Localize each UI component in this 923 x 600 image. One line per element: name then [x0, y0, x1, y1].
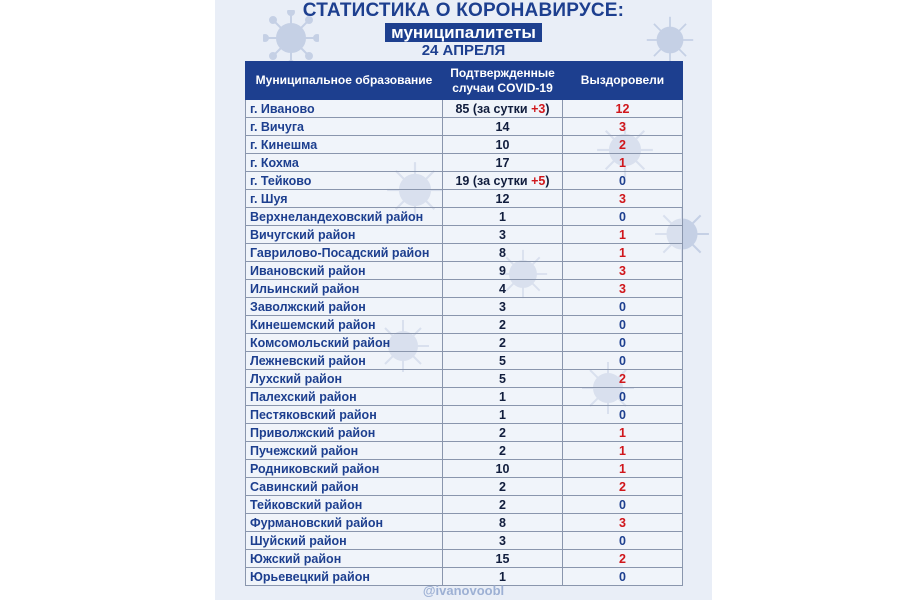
municipality-name: Ивановский район	[246, 262, 443, 280]
confirmed-cases-cell	[443, 244, 563, 262]
recovered-count: 2	[563, 478, 683, 496]
confirmed-cases-cell	[443, 316, 563, 334]
confirmed-cases: 14	[495, 119, 510, 134]
confirmed-cases-cell	[443, 478, 563, 496]
confirmed-cases-cell	[443, 226, 563, 244]
confirmed-cases: 2	[499, 497, 506, 512]
municipality-name: Родниковский район	[246, 460, 443, 478]
confirmed-cases: 1	[499, 569, 506, 584]
recovered-count: 1	[563, 154, 683, 172]
municipality-name: Верхнеландеховский район	[246, 208, 443, 226]
recovered-count: 2	[563, 370, 683, 388]
recovered-count: 2	[563, 550, 683, 568]
table-row	[246, 388, 683, 406]
recovered-count: 1	[563, 442, 683, 460]
municipality-name: Тейковский район	[246, 496, 443, 514]
confirmed-cases: 5	[499, 371, 506, 386]
table-row	[246, 262, 683, 280]
table-row	[246, 208, 683, 226]
confirmed-cases: 9	[499, 263, 506, 278]
table-row	[246, 226, 683, 244]
recovered-count: 0	[563, 532, 683, 550]
page-title: СТАТИСТИКА О КОРОНАВИРУСЕ:	[302, 0, 625, 21]
confirmed-cases-cell	[443, 136, 563, 154]
confirmed-cases: 8	[499, 245, 506, 260]
confirmed-cases: 1	[499, 209, 506, 224]
municipality-name: Лежневский район	[246, 352, 443, 370]
confirmed-cases-cell	[443, 208, 563, 226]
municipality-name: г. Вичуга	[246, 118, 443, 136]
confirmed-cases-cell	[443, 352, 563, 370]
confirmed-cases-cell	[443, 298, 563, 316]
confirmed-cases: 15	[495, 551, 510, 566]
confirmed-cases-cell	[443, 154, 563, 172]
recovered-count: 0	[563, 208, 683, 226]
confirmed-cases-cell	[443, 262, 563, 280]
confirmed-cases: 4	[499, 281, 506, 296]
infographic-card	[215, 0, 712, 600]
daily-label: (за сутки	[472, 173, 532, 188]
confirmed-cases: 3	[499, 533, 506, 548]
confirmed-cases-cell	[443, 100, 563, 118]
daily-label-end: )	[545, 101, 550, 116]
table-row	[246, 532, 683, 550]
confirmed-cases: 5	[499, 353, 506, 368]
table-row	[246, 172, 683, 190]
recovered-count: 3	[563, 262, 683, 280]
confirmed-cases-cell	[443, 172, 563, 190]
municipality-name: Комсомольский район	[246, 334, 443, 352]
table-row	[246, 352, 683, 370]
recovered-count: 0	[563, 388, 683, 406]
confirmed-cases: 1	[499, 407, 506, 422]
table-row	[246, 154, 683, 172]
municipality-name: Фурмановский район	[246, 514, 443, 532]
municipality-name: Заволжский район	[246, 298, 443, 316]
municipality-name: Савинский район	[246, 478, 443, 496]
table-row	[246, 136, 683, 154]
recovered-count: 2	[563, 136, 683, 154]
table-row	[246, 190, 683, 208]
confirmed-cases-cell	[443, 460, 563, 478]
confirmed-cases: 85	[455, 101, 470, 116]
municipality-name: Кинешемский район	[246, 316, 443, 334]
confirmed-cases: 2	[499, 335, 506, 350]
table-row	[246, 118, 683, 136]
confirmed-cases: 3	[499, 299, 506, 314]
confirmed-cases: 2	[499, 443, 506, 458]
municipality-name: Вичугский район	[246, 226, 443, 244]
recovered-count: 1	[563, 244, 683, 262]
municipality-name: Пучежский район	[246, 442, 443, 460]
subtitle-banner	[215, 23, 712, 43]
column-header-recovered: Выздоровели	[563, 62, 683, 100]
daily-label-end: )	[545, 173, 550, 188]
municipality-name: Лухский район	[246, 370, 443, 388]
recovered-count: 0	[563, 298, 683, 316]
confirmed-cases: 17	[495, 155, 510, 170]
municipality-name: г. Шуя	[246, 190, 443, 208]
confirmed-cases: 10	[495, 461, 510, 476]
confirmed-cases: 12	[495, 191, 510, 206]
recovered-count: 3	[563, 118, 683, 136]
recovered-count: 0	[563, 334, 683, 352]
confirmed-cases-cell	[443, 442, 563, 460]
municipality-name: Пестяковский район	[246, 406, 443, 424]
footer-handle: @ivanovoobl	[422, 583, 505, 598]
daily-increase: +5	[531, 173, 546, 188]
table-row	[246, 514, 683, 532]
confirmed-cases-cell	[443, 550, 563, 568]
confirmed-cases-cell	[443, 496, 563, 514]
table-row	[246, 460, 683, 478]
table-row	[246, 496, 683, 514]
municipality-name: Палехский район	[246, 388, 443, 406]
confirmed-cases-cell	[443, 190, 563, 208]
stats-table	[245, 61, 683, 586]
municipality-name: г. Кинешма	[246, 136, 443, 154]
confirmed-cases-cell	[443, 280, 563, 298]
confirmed-cases-cell	[443, 514, 563, 532]
municipality-name: Шуйский район	[246, 532, 443, 550]
recovered-count: 0	[563, 496, 683, 514]
table-header-row	[246, 62, 683, 100]
municipality-name: г. Тейково	[246, 172, 443, 190]
table-row	[246, 298, 683, 316]
confirmed-cases: 3	[499, 227, 506, 242]
confirmed-cases: 19	[455, 173, 470, 188]
confirmed-cases: 2	[499, 479, 506, 494]
table-row	[246, 478, 683, 496]
table-row	[246, 100, 683, 118]
table-row	[246, 334, 683, 352]
recovered-count: 0	[563, 316, 683, 334]
confirmed-cases: 10	[495, 137, 510, 152]
municipality-name: Южский район	[246, 550, 443, 568]
confirmed-cases-cell	[443, 370, 563, 388]
table-row	[246, 244, 683, 262]
confirmed-cases-cell	[443, 406, 563, 424]
municipality-name: г. Кохма	[246, 154, 443, 172]
recovered-count: 3	[563, 514, 683, 532]
municipality-name: Юрьевецкий район	[246, 568, 443, 586]
report-date: 24 АПРЕЛЯ	[421, 42, 506, 59]
column-header-municipality: Муниципальное образование	[246, 62, 443, 100]
confirmed-cases-cell	[443, 388, 563, 406]
table-row	[246, 550, 683, 568]
municipality-name: Приволжский район	[246, 424, 443, 442]
page-subtitle: муниципалитеты	[385, 23, 542, 42]
confirmed-cases: 2	[499, 425, 506, 440]
municipality-name: г. Иваново	[246, 100, 443, 118]
recovered-count: 0	[563, 568, 683, 586]
table-row	[246, 424, 683, 442]
recovered-count: 1	[563, 460, 683, 478]
municipality-name: Ильинский район	[246, 280, 443, 298]
recovered-count: 0	[563, 352, 683, 370]
municipality-name: Гаврилово-Посадский район	[246, 244, 443, 262]
table-row	[246, 280, 683, 298]
confirmed-cases-cell	[443, 424, 563, 442]
confirmed-cases: 1	[499, 389, 506, 404]
confirmed-cases: 2	[499, 317, 506, 332]
confirmed-cases-cell	[443, 118, 563, 136]
recovered-count: 3	[563, 190, 683, 208]
confirmed-cases: 8	[499, 515, 506, 530]
recovered-count: 0	[563, 406, 683, 424]
confirmed-cases-cell	[443, 532, 563, 550]
confirmed-cases-cell	[443, 334, 563, 352]
table-row	[246, 370, 683, 388]
column-header-cases: Подтвержденные случаи COVID-19	[443, 62, 563, 100]
recovered-count: 3	[563, 280, 683, 298]
recovered-count: 0	[563, 172, 683, 190]
daily-label: (за сутки	[472, 101, 532, 116]
table-row	[246, 316, 683, 334]
daily-increase: +3	[531, 101, 546, 116]
table-row	[246, 442, 683, 460]
recovered-count: 1	[563, 226, 683, 244]
table-row	[246, 406, 683, 424]
recovered-count: 1	[563, 424, 683, 442]
recovered-count: 12	[563, 100, 683, 118]
